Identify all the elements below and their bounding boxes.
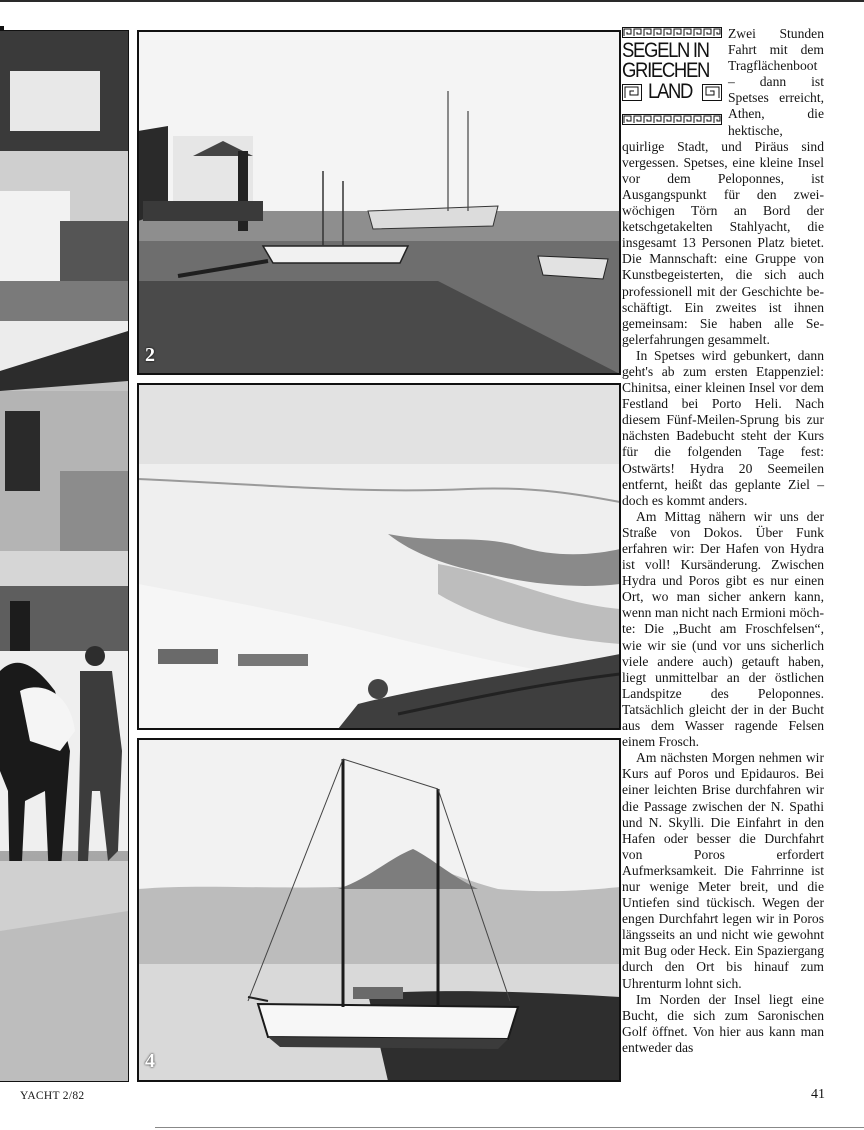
ketch-photo xyxy=(137,738,621,1082)
page-top-rule xyxy=(0,0,864,2)
greek-meander-border-bottom xyxy=(622,114,722,125)
harbor-photo xyxy=(137,30,621,375)
article-title-block xyxy=(622,27,722,127)
greek-meander-border-top xyxy=(622,27,722,38)
greek-meander-left xyxy=(622,82,642,102)
article-paragraph-5: Im Norden der Insel liegt eine Bucht, die sich zum Saronischen Golf öffnet. Von hier aus kann man entweder das xyxy=(622,991,824,1055)
article-title-line-3: LAND xyxy=(648,80,693,103)
article-paragraph-4: Am nächsten Morgen nehmen wir Kurs auf Poros und Epidauros. Bei einer leichten Brise durchfahren wir die Passage zwischen der N. Spathi und N. Skylli. Die Einfahrt in den Hafen oder besser die Durchfahrt von Poros erfordert Aufmerksamkeit. Die Fahrrinne ist nur wenige Meter breit, und die Untiefen sind tückisch. Wegen der engen Durchfahrt legen wir in Poros längsseits an und nicht wie gewohnt mit Bug oder Heck. Ein Spaziergang durch den Ort bis hinauf zum Uhrenturm lohnt sich. xyxy=(622,750,824,991)
article-title-line-2: GRIECHEN xyxy=(622,59,709,82)
photo-number-2: 2 xyxy=(145,344,155,366)
article-paragraph-2: In Spetses wird gebunkert, dann geht's ab zum ersten Etappenziel: Chinitsa, einer kleinen Insel vor dem Festland bei Porto Heli. Nach diesem Fünf-Meilen-Sprung bis zur nächsten Badebucht steht der Kurs für die folgenden Tage fest: Ostwärts! Hydra 20 Seemeilen entfernt, heißt das geplante Ziel – doch es kommt anders. xyxy=(622,347,824,508)
village-street-photo xyxy=(0,30,129,1082)
greek-meander-right xyxy=(702,82,722,102)
article-paragraph-3: Am Mittag nähern wir uns der Straße von Dokos. Über Funk erfahren wir: Der Hafen von Hydra ist voll! Kursänderung. Zwischen Hydra und Poros gibt es nur einen Ort, wo man sicher ankern kann, wenn man nicht nach Ermioni möchte: Die „Bucht am Froschfelsen“, wie wir sie (und vor uns sicherlich viele andere auch) getauft haben, liegt unmittelbar an der östlichen Landspitze des Peloponnes. Tatsächlich gleicht der in der Bucht aus dem Wasser ragende Felsen einem Frosch. xyxy=(622,508,824,750)
article-title-line-1: SEGELN IN xyxy=(622,39,709,62)
issue-label: YACHT 2/82 xyxy=(20,1090,85,1102)
page-number: 41 xyxy=(811,1087,825,1102)
article-paragraph-1: Zwei Stunden Fahrt mit dem Tragflächenboot – dann ist Spetses erreicht, Athen, die hektische, quirlige Stadt, und Piräus sind vergessen. Spetses, eine kleine Insel vor dem Peloponnes, ist Ausgangspunkt für den zweiwöchigen Törn an Bord der ketschgetakelten Stahlyacht, die insgesamt 13 Personen Platz bietet. Die Mannschaft: eine Gruppe von Kunstbegeisterten, die sich auch professionell mit der Geschichte beschäftigt. Ein zweites ist ihnen gemeinsam: Sie haben alle Segelerfahrungen gesammelt. xyxy=(622,26,824,347)
photo-number-4: 4 xyxy=(145,1050,155,1072)
bottom-rule xyxy=(155,1127,864,1128)
article-column xyxy=(622,26,824,1056)
coast-photo xyxy=(137,383,621,730)
